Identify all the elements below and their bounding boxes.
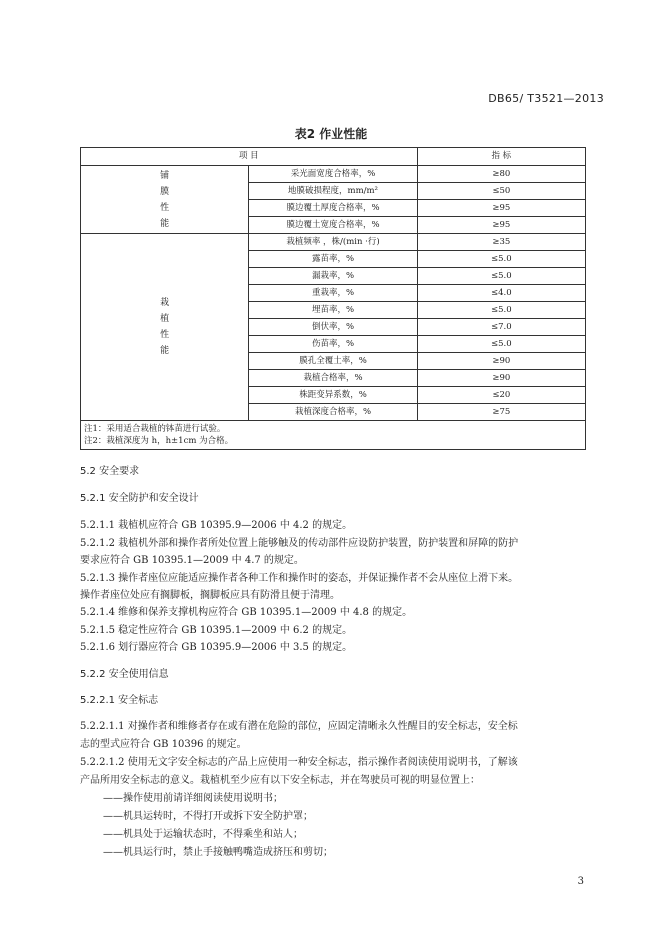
list-item: ——操作使用前请详细阅读使用说明书； <box>103 793 283 804</box>
clause-5-2-2-1-2-cont: 产品所用安全标志的意义。栽植机至少应有以下安全标志，并在驾驶员可视的明显位置上： <box>80 775 480 786</box>
table-title: 表2 作业性能 <box>294 127 368 141</box>
clause-5-2-1-6: 5.2.1.6 划行器应符合 GB 10395.9—2006 中 3.5 的规定。 <box>80 642 353 653</box>
indicator-cell: ≥95 <box>417 217 585 234</box>
group-label-cell <box>81 166 249 234</box>
group-label-film: 铺膜性能 <box>160 170 170 229</box>
indicator-cell: ≥35 <box>417 234 585 251</box>
indicator-cell: ≤4.0 <box>417 285 585 302</box>
section-heading-5-2: 5.2 安全要求 <box>80 466 140 477</box>
table-row <box>81 234 586 251</box>
indicator-cell: ≤7.0 <box>417 319 585 336</box>
item-cell: 漏栽率，% <box>249 268 417 285</box>
item-cell: 栽植合格率，% <box>249 370 417 387</box>
item-cell: 膜边覆土宽度合格率，% <box>249 217 417 234</box>
group-label-cell <box>81 234 249 421</box>
section-heading-5-2-2-1: 5.2.2.1 安全标志 <box>80 695 159 706</box>
group-label-planting: 栽植性能 <box>160 298 170 356</box>
table-row <box>81 166 586 183</box>
clause-5-2-1-1: 5.2.1.1 栽植机应符合 GB 10395.9—2006 中 4.2 的规定。 <box>80 520 353 531</box>
list-item: ——机具处于运输状态时，不得乘坐和站人； <box>103 829 303 840</box>
clause-5-2-1-2-cont: 要求应符合 GB 10395.1—2009 中 4.7 的规定。 <box>80 555 304 566</box>
item-cell: 采光面宽度合格率，% <box>249 166 417 183</box>
section-heading-5-2-1: 5.2.1 安全防护和安全设计 <box>80 493 199 504</box>
performance-table <box>80 147 586 450</box>
indicator-cell: ≥90 <box>417 370 585 387</box>
indicator-cell: ≤20 <box>417 387 585 404</box>
indicator-cell: ≥80 <box>417 166 585 183</box>
document-code: DB65/ T3521—2013 <box>488 92 604 105</box>
indicator-cell: ≤50 <box>417 183 585 200</box>
indicator-cell: ≤5.0 <box>417 336 585 353</box>
clause-5-2-2-1-2: 5.2.2.1.2 使用无文字安全标志的产品上应使用一种安全标志，指示操作者阅读使用说明书，了解该 <box>80 757 518 768</box>
item-cell: 重栽率，% <box>249 285 417 302</box>
item-cell: 栽植频率 ，株/(min ·行) <box>249 234 417 251</box>
indicator-cell: ≤5.0 <box>417 268 585 285</box>
table-header-row <box>81 148 586 166</box>
table-notes <box>81 421 586 450</box>
item-cell: 露苗率，% <box>249 251 417 268</box>
item-cell: 埋苗率，% <box>249 302 417 319</box>
item-cell: 膜边覆土厚度合格率，% <box>249 200 417 217</box>
item-cell: 地膜破损程度，mm/m² <box>249 183 417 200</box>
table-note-2: 注2：栽植深度为 h，h±1cm 为合格。 <box>84 436 234 446</box>
indicator-cell: ≤5.0 <box>417 302 585 319</box>
indicator-cell: ≥75 <box>417 404 585 421</box>
table-note-1: 注1：采用适合栽植的钵苗进行试验。 <box>84 424 226 434</box>
clause-5-2-2-1-1: 5.2.2.1.1 对操作者和维修者存在或有潜在危险的部位，应固定清晰永久性醒目的安全标志，安全标 <box>80 721 518 732</box>
clause-5-2-1-5: 5.2.1.5 稳定性应符合 GB 10395.1—2009 中 6.2 的规定。 <box>80 625 353 636</box>
item-cell: 栽植深度合格率，% <box>249 404 417 421</box>
clause-5-2-1-3: 5.2.1.3 操作者座位应能适应操作者各种工作和操作时的姿态，并保证操作者不会从座位上滑下来。 <box>80 573 519 584</box>
indicator-cell: ≤5.0 <box>417 251 585 268</box>
item-cell: 倒伏率，% <box>249 319 417 336</box>
clause-5-2-2-1-1-cont: 志的型式应符合 GB 10396 的规定。 <box>80 739 247 750</box>
page-number: 3 <box>577 876 584 887</box>
list-item: ——机具运行时，禁止手接触鸭嘴造成挤压和剪切； <box>103 847 333 858</box>
indicator-cell: ≥90 <box>417 353 585 370</box>
indicator-cell: ≥95 <box>417 200 585 217</box>
list-item: ——机具运转时，不得打开或拆下安全防护罩； <box>103 811 313 822</box>
table-notes-row <box>81 421 586 450</box>
column-header-indicator: 指 标 <box>417 148 585 166</box>
clause-5-2-1-3-cont: 操作者座位处应有搁脚板，搁脚板应具有防滑且便于清理。 <box>80 590 340 601</box>
clause-5-2-1-2: 5.2.1.2 栽植机外部和操作者所处位置上能够触及的传动部件应设防护装置，防护装置和屏障的防护 <box>80 538 519 549</box>
item-cell: 伤苗率，% <box>249 336 417 353</box>
item-cell: 膜孔全覆土率，% <box>249 353 417 370</box>
column-header-item: 项 目 <box>81 148 418 166</box>
item-cell: 株距变异系数，% <box>249 387 417 404</box>
section-heading-5-2-2: 5.2.2 安全使用信息 <box>80 669 169 680</box>
clause-5-2-1-4: 5.2.1.4 维修和保养支撑机构应符合 GB 10395.1—2009 中 4.8 的规定。 <box>80 607 413 618</box>
